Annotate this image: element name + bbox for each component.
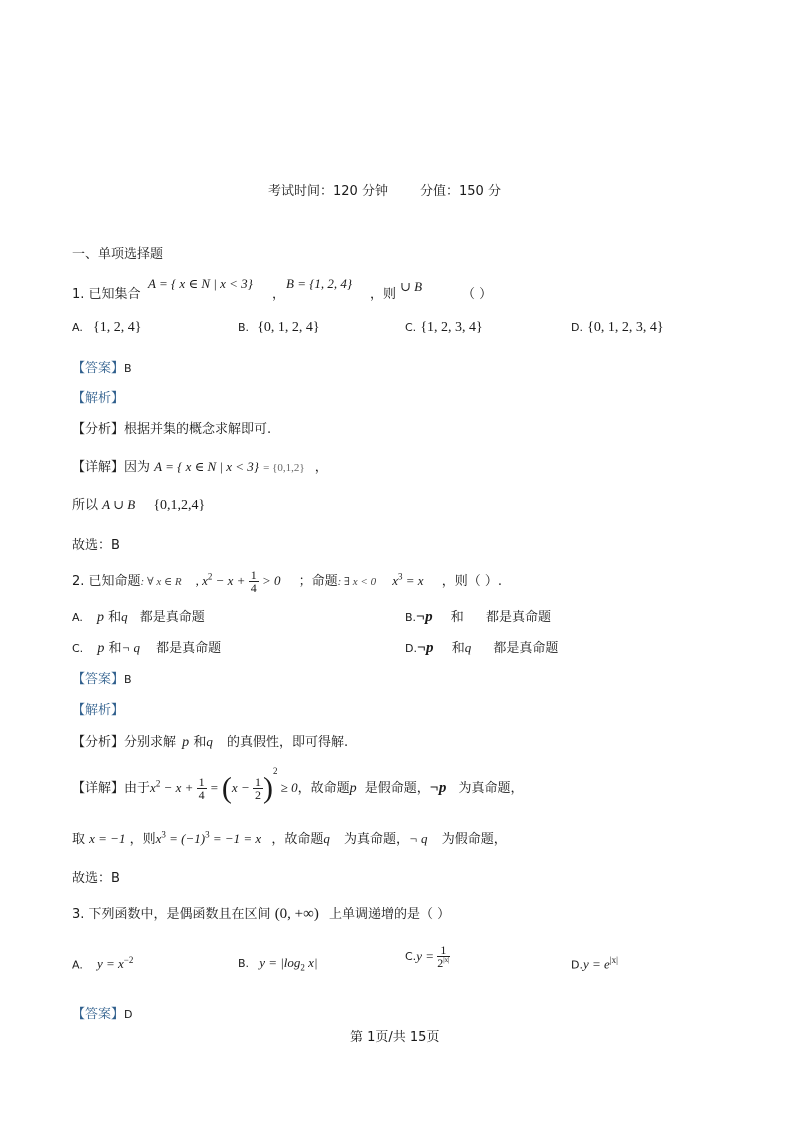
q1-union: ∪ B [400, 279, 423, 294]
q1-jiexi: 【解析】 [72, 391, 125, 406]
q2-stem: 2. 已知命题: ∀ x ∈ R , $x^2 - x$ + $\frac{1}{4}$ > 0 ；命题: ∃ x < 0 $x^3 = x$ ，则（ ）. [72, 568, 502, 595]
q1-option-b: B. {0, 1, 2, 4} [238, 320, 320, 335]
q1-option-d: D. {0, 1, 2, 3, 4} [571, 320, 664, 335]
section-title: 一、单项选择题 [72, 247, 164, 262]
q2-fenxi: 【分析】分别求解 p 和q 的真假性，即可得解. [72, 734, 349, 750]
q2-option-b: B.¬p 和 都是真命题 [405, 609, 551, 625]
q2-take: 取 x = −1 ，则$x^3 = (-1)^3 = -1 = x$ ，故命题q 为真命题，¬ q 为假命题， [72, 829, 507, 847]
q1-guxuan: 故选：B [72, 538, 120, 553]
exam-time: 考试时间：120 分钟 [268, 184, 388, 199]
q3-answer: 【答案】D [72, 1007, 133, 1022]
q1-option-c: C. {1, 2, 3, 4} [405, 320, 483, 335]
q1-paren: （ ） [462, 287, 493, 302]
q1-option-a: A. {1, 2, 4} [72, 320, 142, 335]
q1-set-a: A = { x ∈ N | x < 3} [148, 276, 253, 291]
q2-jiexi: 【解析】 [72, 703, 125, 718]
q2-xiangjie: 【详解】由于$x^2 - x$ + $\frac{1}{4}$ = (x − $\frac{1}{2}$ )$^2$ ≥ 0，故命题p 是假命题，¬p 为真命题， [72, 766, 524, 805]
q1-set-b: B = {1, 2, 4} [286, 276, 353, 291]
q1-comma: ， [272, 287, 286, 302]
q2-option-c: C. p 和¬ q 都是真命题 [72, 640, 222, 656]
q2-option-a: A. p 和q 都是真命题 [72, 609, 205, 625]
q3-stem: 3. 下列函数中，是偶函数且在区间 (0, +∞) 上单调递增的是（ ） [72, 906, 451, 922]
q1-answer: 【答案】B [72, 361, 132, 376]
q2-answer: 【答案】B [72, 672, 132, 687]
q3-option-d: $D.y = e^{|x|}$ [571, 955, 618, 972]
exam-score: 分值：150 分 [420, 184, 501, 199]
q1-fenxi: 【分析】根据并集的概念求解即可. [72, 422, 272, 437]
q1-lead: 1. 已知集合 [72, 287, 141, 302]
q2-option-d: D.¬p 和q 都是真命题 [405, 640, 559, 656]
q1-conclusion: 所以 A ∪ B {0,1,2,4} [72, 497, 206, 513]
q1-xiangjie: 【详解】因为 A = { x ∈ N | x < 3} = {0,1,2} ， [72, 459, 328, 475]
q3-option-b: B. $y = |\log_2$ x| [238, 955, 318, 973]
q1-stem [72, 283, 141, 302]
page-footer: 第 1页/共 15页 [350, 1030, 440, 1045]
q3-option-c: C.y = $\frac{1}{2^{|x|}}$ [405, 943, 450, 970]
q3-option-a: A. $y = x^{-2}$ [72, 955, 134, 972]
q2-guxuan: 故选：B [72, 871, 120, 886]
q1-then: ，则 [370, 287, 397, 302]
